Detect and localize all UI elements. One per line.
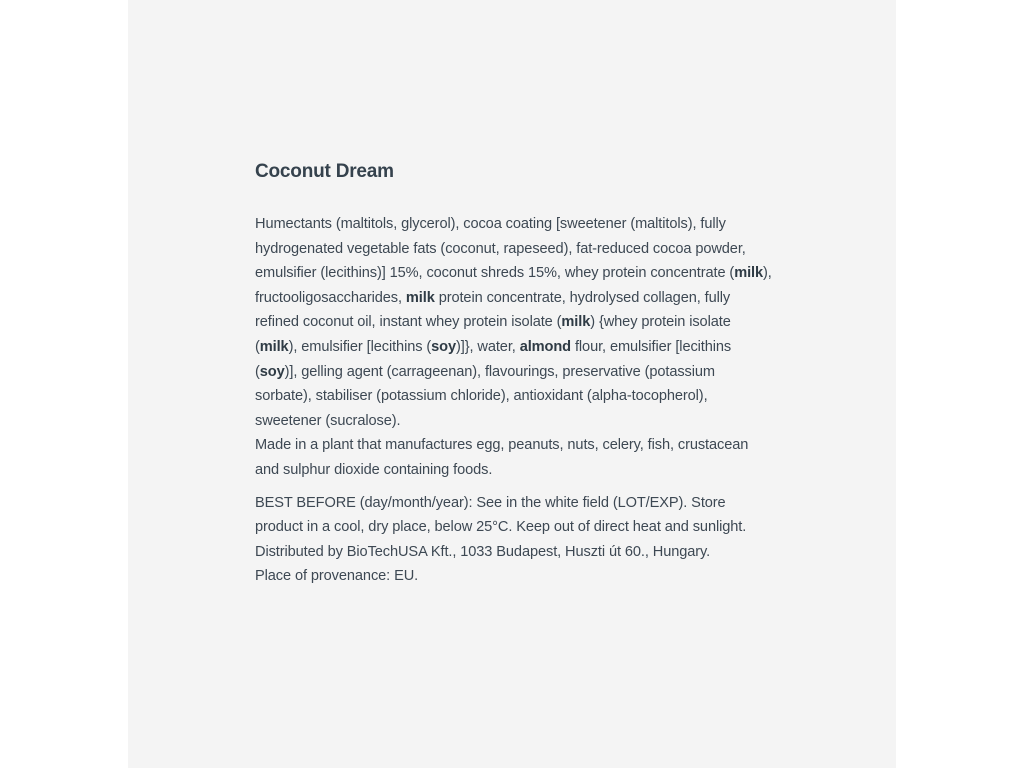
ingredients-list <box>255 216 772 429</box>
ingredient-text: Humectants (maltitols, glycerol), cocoa coating [sweetener (maltitols), fully hydrogenated vegetable fats (coconut, rapeseed), fat-reduced cocoa powder, emulsifier (lecithins)] 15%, coconut shreds 15%, whey protein concentrate ( <box>255 216 746 282</box>
allergen-highlight: milk <box>734 265 764 282</box>
distributor-text: Distributed by BioTechUSA Kft., 1033 Budapest, Huszti út 60., Hungary. <box>255 543 711 560</box>
ingredient-text: ) {whey protein isolate ( <box>255 314 731 355</box>
ingredient-text: ), emulsifier [lecithins ( <box>288 338 432 355</box>
product-description <box>255 158 775 589</box>
storage-paragraph <box>255 491 775 589</box>
product-title: Coconut Dream <box>255 161 394 182</box>
ingredients-paragraph <box>255 212 775 483</box>
ingredient-text: flour, emulsifier [lecithins ( <box>255 338 732 380</box>
allergen-highlight: milk <box>561 314 591 331</box>
allergen-highlight: milk <box>259 338 289 355</box>
allergen-highlight: soy <box>431 338 456 355</box>
product-info-panel <box>128 0 896 768</box>
ingredient-text: )], gelling agent (carrageenan), flavourings, preservative (potassium sorbate), stabiliser (potassium chloride), antioxidant (alpha-tocopherol), sweetener (sucralose). <box>255 363 715 429</box>
provenance-text: Place of provenance: EU. <box>255 568 419 585</box>
allergen-note: Made in a plant that manufactures egg, peanuts, nuts, celery, fish, crustacean and sulphur dioxide containing foods. <box>255 437 749 478</box>
ingredient-text: protein concentrate, hydrolysed collagen, fully refined coconut oil, instant whey protein isolate ( <box>255 289 731 331</box>
allergen-highlight: almond <box>519 338 571 355</box>
allergen-highlight: milk <box>405 289 435 306</box>
ingredient-text: ), fructooligosaccharides, <box>255 265 772 306</box>
ingredient-text: )]}, water, <box>456 338 520 355</box>
best-before-text: BEST BEFORE (day/month/year): See in the white field (LOT/EXP). Store product in a cool, dry place, below 25°C. Keep out of direct heat and sunlight. <box>255 494 747 536</box>
allergen-highlight: soy <box>259 363 285 380</box>
